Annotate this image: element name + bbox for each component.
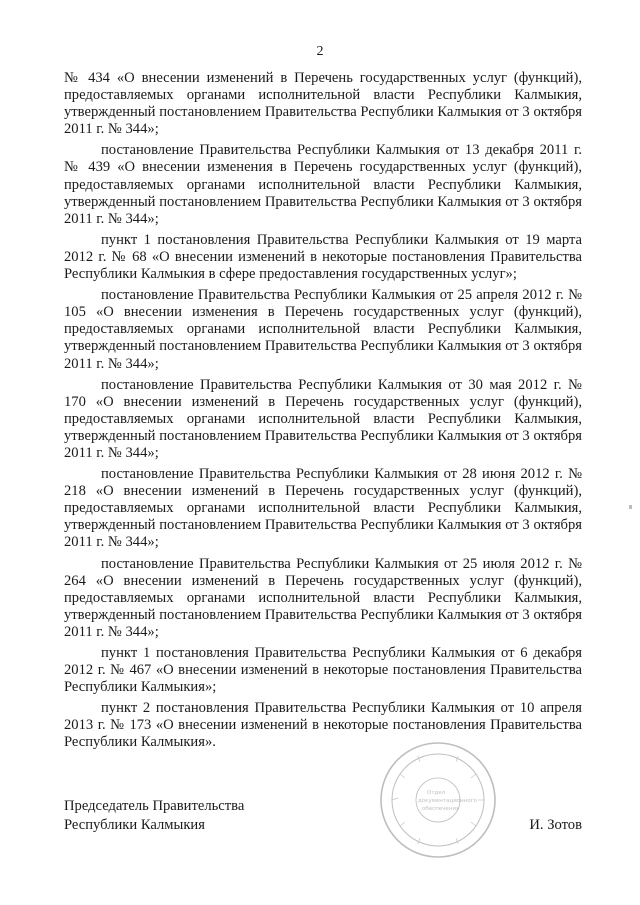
signature-block	[64, 797, 582, 835]
signatory-name: И. Зотов	[529, 817, 582, 833]
signatory-title-line-2: Республики Калмыкия	[64, 817, 205, 833]
svg-text:обеспечения: обеспечения	[422, 806, 460, 812]
svg-text:документационного: документационного	[418, 798, 477, 804]
paragraph-1: № 434 «О внесении изменений в Перечень государственных услуг (функций), предоставляемых органами исполнительной власти Республики Калмыкия, утвержденный постановлением Правительства Республики Калмыкия от 3 октября 2011 г. № 344»;	[64, 70, 582, 138]
scan-artifact	[629, 505, 632, 509]
paragraph-5: постановление Правительства Республики Калмыкия от 30 мая 2012 г. № 170 «О внесении изменений в Перечень государственных услуг (функций), предоставляемых органами исполнительной власти Республики Калмыкия, утвержденный постановлением Правительства Республики Калмыкия от 3 октября 2011 г. № 344»;	[64, 376, 582, 461]
paragraph-2: постановление Правительства Республики Калмыкия от 13 декабря 2011 г. № 439 «О внесении изменения в Перечень государственных услуг (функций), предоставляемых органами исполнительной власти Республики Калмыкия, утвержденный постановлением Правительства Республики Калмыкия от 3 октября 2011 г. № 344»;	[64, 142, 582, 227]
paragraph-6: постановление Правительства Республики Калмыкия от 28 июня 2012 г. № 218 «О внесении изменений в Перечень государственных услуг (функций), предоставляемых органами исполнительной власти Республики Калмыкия, утвержденный постановлением Правительства Республики Калмыкия от 3 октября 2011 г. № 344»;	[64, 466, 582, 551]
paragraph-8: пункт 1 постановления Правительства Республики Калмыкия от 6 декабря 2012 г. № 467 «О внесении изменений в некоторые постановления Правительства Республики Калмыкия»;	[64, 645, 582, 696]
page-number: 2	[316, 44, 324, 59]
paragraph-3: пункт 1 постановления Правительства Республики Калмыкия от 19 марта 2012 г. № 68 «О внесении изменений в некоторые постановления Правительства Республики Калмыкия в сфере предоставления государственных услуг»;	[64, 231, 582, 283]
paragraph-9: пункт 2 постановления Правительства Республики Калмыкия от 10 апреля 2013 г. № 173 «О внесении изменений в некоторые постановления Правительства Республики Калмыкия».	[64, 700, 582, 751]
svg-text:Отдел: Отдел	[427, 790, 446, 796]
paragraph-4: постановление Правительства Республики Калмыкия от 25 апреля 2012 г. № 105 «О внесении изменения в Перечень государственных услуг (функций), предоставляемых органами исполнительной власти Республики Калмыкия, утвержденный постановлением Правительства Республики Калмыкия от 3 октября 2011 г. № 344»;	[64, 287, 582, 372]
document-body	[64, 70, 582, 756]
paragraph-7: постановление Правительства Республики Калмыкия от 25 июля 2012 г. № 264 «О внесении изменений в Перечень государственных услуг (функций), предоставляемых органами исполнительной власти Республики Калмыкия, утвержденный постановлением Правительства Республики Калмыкия от 3 октября 2011 г. № 344»;	[64, 555, 582, 640]
signatory-title-line-1: Председатель Правительства	[64, 798, 245, 814]
